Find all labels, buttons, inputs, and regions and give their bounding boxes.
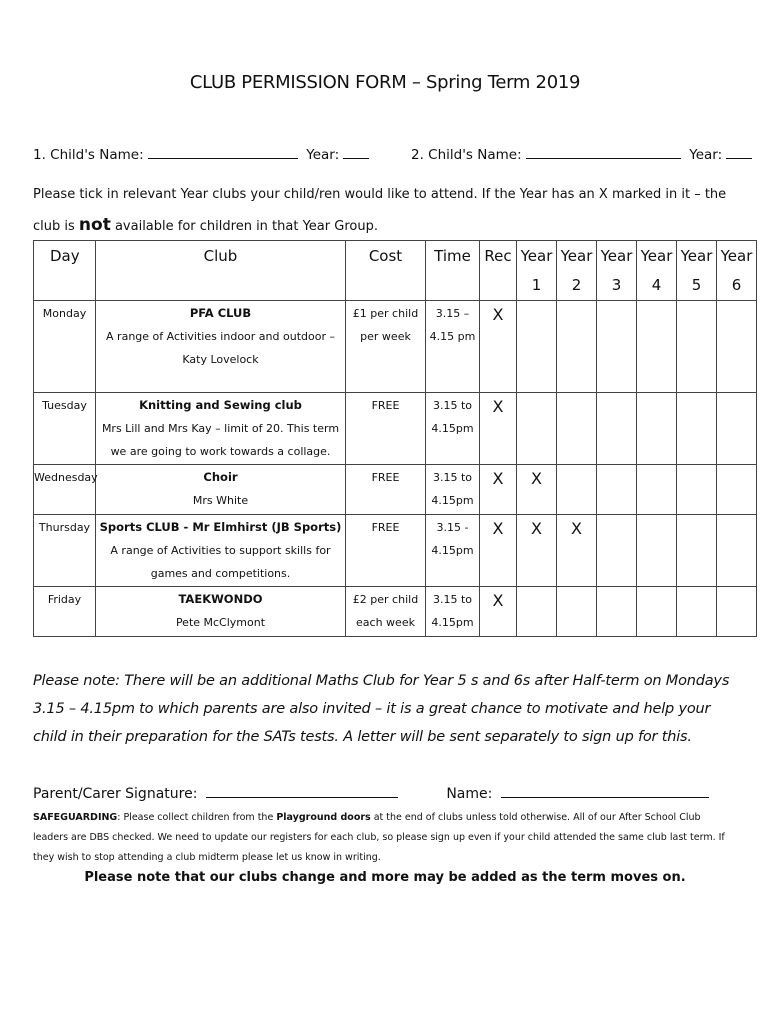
signature-label: Parent/Carer Signature: [33, 786, 198, 802]
name-label: Name: [446, 786, 493, 802]
club-desc: A range of Activities to support skills for games and competitions. [110, 544, 331, 580]
rec-mark: X [480, 465, 517, 515]
year4-checkbox[interactable] [637, 465, 677, 515]
year2-checkbox[interactable] [557, 587, 597, 637]
table-row-monday [34, 301, 757, 393]
year3-checkbox[interactable] [597, 393, 637, 465]
club-desc: A range of Activities indoor and outdoor – Katy Lovelock [106, 330, 335, 366]
child2-row [411, 146, 752, 163]
table-row-thursday [34, 515, 757, 587]
day-cell: Tuesday [34, 393, 96, 465]
year3-checkbox[interactable] [597, 515, 637, 587]
club-desc: Pete McClymont [175, 616, 266, 629]
year1-checkbox[interactable] [517, 301, 557, 393]
safeguarding-part2: at the end of clubs unless told otherwise. All of our After School Club leaders are DBS checked. We need to update our registers for each club, so please sign up even if your child attended the same club last term. If they wish to stop attending a club midterm please let us know in writing. [33, 812, 725, 863]
header-year6: Year 6 [717, 241, 757, 301]
day-cell: Monday [34, 301, 96, 393]
year4-checkbox[interactable] [637, 587, 677, 637]
club-name: Choir [203, 470, 238, 484]
cost-cell: £2 per child each week [346, 587, 426, 637]
day-cell: Friday [34, 587, 96, 637]
year3-checkbox[interactable] [597, 587, 637, 637]
club-cell [96, 393, 346, 465]
intro-emphasis: not [78, 215, 111, 235]
club-cell [96, 301, 346, 393]
header-club: Club [96, 241, 346, 301]
safeguarding-part1: : Please collect children from the [117, 812, 277, 823]
header-year1: Year 1 [517, 241, 557, 301]
child1-name-field[interactable] [148, 146, 298, 159]
year2-checkbox[interactable] [557, 301, 597, 393]
club-name: Sports CLUB - Mr Elmhirst (JB Sports) [99, 520, 342, 534]
safeguarding-text [33, 808, 738, 868]
footer-note: Please note that our clubs change and more may be added as the term moves on. [84, 870, 686, 885]
club-cell [96, 465, 346, 515]
cost-cell: FREE [346, 393, 426, 465]
signature-field[interactable] [206, 785, 398, 798]
maths-club-note: Please note: There will be an additional Maths Club for Year 5 s and 6s after Half-term on Mondays 3.15 – 4.15pm to which parents are also invited – it is a great chance to motivate and help your child in their preparation for the SATs tests. A letter will be sent separately to sign up for this. [33, 673, 730, 745]
rec-mark: X [480, 515, 517, 587]
clubs-table [33, 240, 757, 637]
safeguarding-label: SAFEGUARDING [33, 812, 118, 823]
table-row-friday [34, 587, 757, 637]
year2-checkbox[interactable] [557, 393, 597, 465]
child1-year-label: Year: [306, 147, 340, 163]
year3-checkbox[interactable] [597, 465, 637, 515]
club-cell [96, 515, 346, 587]
intro-text [33, 180, 733, 242]
time-cell: 3.15 to 4.15pm [426, 393, 480, 465]
year6-checkbox[interactable] [717, 515, 757, 587]
year4-checkbox[interactable] [637, 515, 677, 587]
rec-mark: X [480, 587, 517, 637]
cost-cell: £1 per child per week [346, 301, 426, 393]
club-desc: Mrs Lill and Mrs Kay – limit of 20. This term we are going to work towards a collage. [101, 422, 340, 458]
day-cell: Thursday [34, 515, 96, 587]
table-row-tuesday [34, 393, 757, 465]
year4-checkbox[interactable] [637, 301, 677, 393]
child2-name-label: 2. Child's Name: [411, 147, 522, 163]
year5-checkbox[interactable] [677, 393, 717, 465]
header-row [34, 241, 757, 301]
year1-checkbox[interactable]: X [517, 515, 557, 587]
year1-checkbox[interactable] [517, 393, 557, 465]
rec-mark: X [480, 393, 517, 465]
child2-year-label: Year: [689, 147, 723, 163]
child2-year-field[interactable] [726, 146, 752, 159]
form-title: CLUB PERMISSION FORM – Spring Term 2019 [189, 72, 581, 93]
child2-name-field[interactable] [526, 146, 681, 159]
year5-checkbox[interactable] [677, 301, 717, 393]
club-name: PFA CLUB [189, 306, 252, 320]
child1-name-label: 1. Child's Name: [33, 147, 144, 163]
time-cell: 3.15 to 4.15pm [426, 587, 480, 637]
year4-checkbox[interactable] [637, 393, 677, 465]
signature-row [33, 785, 709, 802]
year3-checkbox[interactable] [597, 301, 637, 393]
time-cell: 3.15 - 4.15pm [426, 515, 480, 587]
time-cell: 3.15 – 4.15 pm [426, 301, 480, 393]
year2-checkbox[interactable] [557, 465, 597, 515]
club-name: Knitting and Sewing club [139, 398, 302, 412]
club-desc: Mrs White [192, 494, 249, 507]
rec-mark: X [480, 301, 517, 393]
child1-row [33, 146, 369, 163]
year5-checkbox[interactable] [677, 515, 717, 587]
header-rec: Rec [480, 241, 517, 301]
year6-checkbox[interactable] [717, 465, 757, 515]
safeguarding-bold: Playground doors [276, 812, 371, 823]
name-field[interactable] [501, 785, 709, 798]
year1-checkbox[interactable] [517, 587, 557, 637]
child1-year-field[interactable] [343, 146, 369, 159]
header-year5: Year 5 [677, 241, 717, 301]
table-row-wednesday [34, 465, 757, 515]
header-time: Time [426, 241, 480, 301]
year6-checkbox[interactable] [717, 301, 757, 393]
year1-checkbox[interactable]: X [517, 465, 557, 515]
header-day: Day [34, 241, 96, 301]
header-cost: Cost [346, 241, 426, 301]
year2-checkbox[interactable]: X [557, 515, 597, 587]
intro-before: Please tick in relevant Year clubs your child/ren would like to attend. If the Year has an X marked in it – the club is [33, 187, 727, 234]
year5-checkbox[interactable] [677, 465, 717, 515]
header-year2: Year 2 [557, 241, 597, 301]
year5-checkbox[interactable] [677, 587, 717, 637]
header-year3: Year 3 [597, 241, 637, 301]
intro-after: available for children in that Year Group. [110, 219, 378, 234]
year6-checkbox[interactable] [717, 587, 757, 637]
cost-cell: FREE [346, 515, 426, 587]
cost-cell: FREE [346, 465, 426, 515]
year6-checkbox[interactable] [717, 393, 757, 465]
club-name: TAEKWONDO [178, 592, 263, 606]
club-cell [96, 587, 346, 637]
day-cell: Wednesday [34, 465, 96, 515]
time-cell: 3.15 to 4.15pm [426, 465, 480, 515]
header-year4: Year 4 [637, 241, 677, 301]
